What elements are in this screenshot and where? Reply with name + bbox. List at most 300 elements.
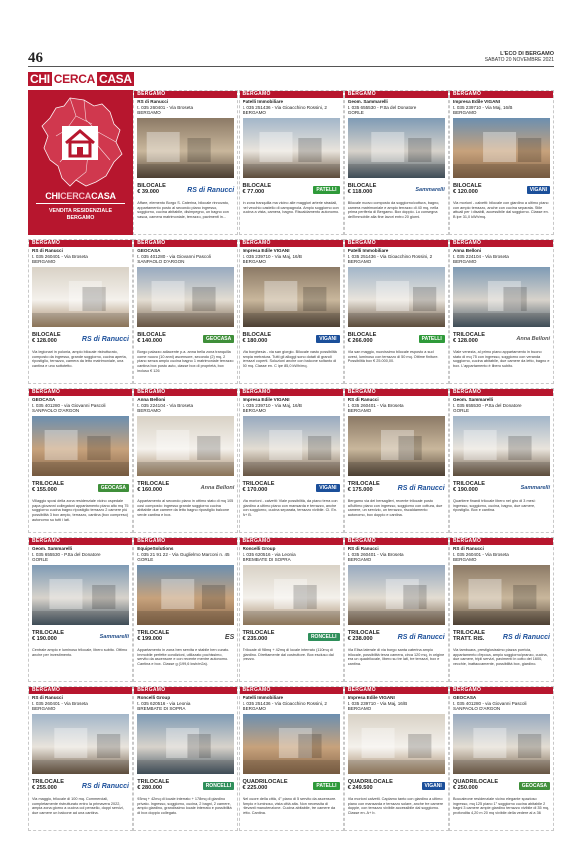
listing-card[interactable]: [239, 686, 344, 831]
agency-contact: t. 035 260401 - Via Broseta: [32, 253, 88, 259]
listing-region: BERGAMO: [240, 91, 343, 98]
listing-card[interactable]: [239, 90, 344, 235]
agency-contact: t. 035 260401 - Via Broseta: [137, 104, 194, 110]
photo-illustration: [137, 267, 234, 327]
listing-type-price: [243, 332, 295, 345]
agency-name: Patelli Immobiliare: [242, 99, 284, 104]
agency-logo-text: VIGANI: [527, 186, 550, 194]
listing-agency: [345, 396, 448, 414]
agency-name: RS di Ranucci: [453, 546, 484, 551]
listing-photo[interactable]: [453, 118, 550, 178]
agency-logo: [292, 630, 340, 644]
listing-region: BERGAMO: [450, 389, 553, 396]
agency-place: BERGAMO: [242, 408, 266, 414]
photo-illustration: [348, 416, 445, 476]
listing-agency: [240, 545, 343, 563]
listing-agency: [240, 247, 343, 265]
listing-type-price: [137, 630, 189, 643]
agency-contact: t. 035 239710 - Via Maj, 16/B: [242, 253, 302, 259]
listing-price: € 128.000: [453, 338, 478, 345]
listing-type: TRILOCALE: [242, 481, 275, 487]
listing-description: Via morioni - calvetti: bilocale con giardino a ultimo piano con ampio terrazzo, anche con cucina separata. Stile attuali per i disabili, accessibile dal soggiorno. Classe en. B ipe 31,0 kWh/mq.: [453, 201, 549, 220]
listing-description: Via legionari in polonia, ampio bilocale ristrutturato, composto da ingresso, grande soggiorno, cucina aperta, ripostiglio, terrazzo, camera da letto matrimoniale, una cantina e uno sottotetto.: [32, 350, 127, 369]
listing-region: BERGAMO: [450, 91, 553, 98]
listing-type: TRILOCALE: [32, 481, 65, 487]
listing-card[interactable]: [133, 388, 238, 533]
listing-type: TRILOCALE: [137, 779, 170, 785]
listing-description: Villaggio sposi della zona residenziale vicino ospedale papa giovanni collegatoni appartamento piano alto mq 75 soggiorno cucina bagno ripostiglio terrazzo 2 camere più possibilità 3 box ampio, terrazzo, cantina (box compreso) autonomo su tutti i lati.: [32, 499, 129, 522]
agency-logo: [186, 481, 234, 495]
section-heading: [28, 72, 148, 87]
listing-type-price: [32, 630, 84, 643]
listing-agency: [450, 247, 553, 265]
photo-illustration: [137, 714, 234, 774]
listing-type-price: [453, 779, 505, 792]
listing-type-price: [348, 779, 400, 792]
agency-place: GORLE: [137, 557, 154, 563]
listing-price: € 175.000: [347, 487, 373, 494]
agency-place: BERGAMO: [347, 557, 372, 563]
agency-logo-text: VIGANI: [316, 335, 339, 343]
listing-card[interactable]: [344, 537, 449, 682]
agency-logo-text: Sammarelli: [415, 187, 445, 193]
listing-region: BERGAMO: [29, 240, 132, 247]
agency-place: BERGAMO: [32, 706, 56, 712]
listing-region: BERGAMO: [345, 91, 448, 98]
listing-description: Quartiere finardi trilocale libero nel giro di 3 mesi: ingresso, soggiorno, cucina, bagno, due camere, ripostiglio. Box e cantina.: [453, 499, 536, 513]
publication-info: [485, 51, 554, 63]
listing-photo[interactable]: [348, 714, 445, 774]
feature-title-casa: CASA: [91, 191, 116, 201]
listing-photo[interactable]: [243, 118, 340, 178]
agency-name: Geom. Sammarelli: [453, 397, 494, 402]
feature-title: [28, 191, 133, 201]
listing-type-price: [137, 183, 189, 196]
listing-region: BERGAMO: [450, 240, 553, 247]
agency-logo-text: RS di Ranucci: [81, 782, 129, 790]
agency-logo: [186, 183, 234, 197]
agency-contact: t. 035 21 91 22 - Via Guglielmo Marconi n. 45: [137, 551, 230, 557]
agency-name: RS di Ranucci: [137, 99, 169, 104]
listing-photo[interactable]: [348, 416, 445, 476]
agency-place: GORLE: [453, 408, 470, 414]
photo-illustration: [32, 565, 129, 625]
listing-region: BERGAMO: [29, 538, 132, 545]
agency-place: BERGAMO: [242, 110, 266, 116]
listing-region: BERGAMO: [240, 687, 343, 694]
listing-card[interactable]: [28, 686, 133, 831]
agency-logo: [81, 332, 129, 346]
listing-type: BILOCALE: [137, 332, 166, 338]
listing-region: BERGAMO: [134, 538, 237, 545]
listing-type-price: [348, 183, 400, 196]
agency-logo: [292, 481, 340, 495]
listing-price: € 120.000: [453, 189, 478, 196]
photo-illustration: [348, 714, 445, 774]
listing-photo[interactable]: [32, 267, 129, 327]
agency-contact: t. 035 239710 - Via Maj, 16/B: [453, 104, 513, 110]
agency-contact: t. 035 224104 - Via Broseta: [137, 402, 194, 408]
listing-type-price: [348, 332, 400, 345]
listing-agency: [450, 98, 553, 116]
listing-photo[interactable]: [243, 267, 340, 327]
listing-price: € 155.000: [32, 487, 57, 494]
listing-agency: [29, 545, 132, 563]
listing-type: TRILOCALE: [32, 779, 65, 785]
listing-agency: [345, 545, 448, 563]
listing-type: TRILOCALE: [137, 481, 170, 487]
listing-card[interactable]: [344, 686, 449, 831]
listing-type-price: [453, 481, 505, 494]
agency-name: GEOCASA: [32, 397, 56, 402]
listing-card[interactable]: [449, 239, 554, 384]
listing-description: Via Elisa laterale di via borgo santa caterina ampio trilocale, possibilità terza camera, circa 120 mq, in origine era un quadrilocale, libero su tre lati, tre terrazzi, box e cantina.: [347, 648, 445, 667]
listing-type: BILOCALE: [242, 183, 272, 189]
agency-logo: [397, 779, 445, 793]
photo-illustration: [243, 118, 340, 178]
agency-logo-text: RS di Ranucci: [502, 633, 550, 641]
listing-price: € 160.000: [137, 487, 163, 494]
agency-contact: t. 035 655530 - P.tta del Donatore: [32, 551, 101, 557]
agency-logo-text: PATELLI: [419, 335, 445, 343]
listings-grid: [28, 90, 554, 835]
listing-photo[interactable]: [137, 267, 234, 327]
listing-agency: [29, 694, 132, 712]
photo-illustration: [453, 416, 550, 476]
listing-agency: [29, 396, 132, 414]
agency-logo-text: GEOCASA: [98, 484, 129, 492]
listing-description: Via borghesia - via san giorgio. Bilocale vasto possibilità ampia metratura. Tutti gli alloggi sono dotati di grandi terrazzi coperti. Soluzioni anche con balcone soltanto di 50 mq. Classe en. C ipe 85,0 kWh/mq.: [242, 350, 337, 369]
listing-description: Bergamo via dei bersaglieri, recente trilocale posto all'ultimo piano con ingresso, soggiorno con cottura, due camere, un servizio, un terrazzo, riscaldamento autonomo, box doppio e cantina.: [347, 499, 443, 518]
listing-photo[interactable]: [348, 565, 445, 625]
listing-card[interactable]: [449, 388, 554, 533]
agency-place: SANPAOLO D'ARGON: [137, 259, 185, 265]
listing-region: BERGAMO: [240, 538, 343, 545]
agency-logo-text: RONCELLI: [203, 782, 235, 790]
agency-logo-text: Sammarelli: [520, 485, 550, 491]
agency-place: BERGAMO: [242, 706, 266, 712]
agency-contact: t. 035 260401 - Via Broseta: [347, 551, 404, 557]
agency-logo-text: GEOCASA: [203, 335, 234, 343]
agency-name: EquipeSolutions: [137, 546, 174, 551]
listing-price: € 225.000: [242, 785, 268, 792]
agency-contact: t. 035 620516 - via Leonia: [242, 551, 296, 557]
listing-region: BERGAMO: [450, 538, 553, 545]
listing-card[interactable]: [344, 90, 449, 235]
listing-type: TRILOCALE: [347, 630, 380, 636]
agency-name: Anna Belloni: [453, 248, 482, 253]
agency-logo-text: RONCELLI: [308, 633, 340, 641]
photo-illustration: [453, 118, 550, 178]
agency-logo: [186, 332, 234, 346]
agency-logo: [81, 630, 129, 644]
agency-logo-text: Sammarelli: [99, 634, 129, 640]
agency-contact: t. 035 224104 - Via Broseta: [453, 253, 509, 259]
section-heading-chi: CHI: [30, 72, 50, 86]
agency-name: Geom. Sammarelli: [32, 546, 73, 551]
listing-photo[interactable]: [32, 714, 129, 774]
listing-description: 93mq + 42mq di locale interrato + 178mq di giardino privato. Ingresso, soggiorno, cucina, 2 bagni, 2 camere, ampio giardino, grandissimo locale interrato e possibilità di box doppio collegato.: [137, 797, 232, 816]
agency-logo-text: Anna Belloni: [200, 485, 235, 491]
listing-card[interactable]: [449, 537, 554, 682]
listing-region: BERGAMO: [134, 240, 237, 247]
listing-photo[interactable]: [32, 565, 129, 625]
agency-contact: t. 035 260401 - Via Broseta: [453, 551, 509, 557]
agency-contact: t. 035 260401 - Via Broseta: [347, 402, 404, 408]
listing-price: € 77.000: [242, 189, 265, 196]
listing-photo[interactable]: [137, 714, 234, 774]
listing-description: Borgo palazzo adiacente p.a. anna bella zona tranquilla come nuovo (10 anni) ascensore, secondo (2) mq, 2 piano senza ampio cucina bagno 1 matrimoniale terrazzo cantina box posto auto, classe box di proprietà, box incluso € 126: [137, 350, 234, 373]
listing-region: BERGAMO: [240, 240, 343, 247]
listing-type: TRILOCALE: [453, 481, 486, 487]
agency-place: GORLE: [347, 110, 364, 116]
agency-logo: [397, 183, 445, 197]
listing-region: BERGAMO: [345, 538, 448, 545]
photo-illustration: [137, 565, 234, 625]
listing-description: Boccaleone residenziale vicino elegante spazioso ingresso, mq 125 piano 1° soggiorno cucina abitabile 2 bagni 3 camere ampie giardino terrazzo vivibile di 35 mq, profondita 4,20 m 20 mq vivibile della vedere al a 36: [453, 797, 550, 816]
listing-description: Via tambuara, prestigiosissimo piazza porricia, appartamento d'epoca, ampio soggiorno/pranzo, cucina, due camere, tripli servizi, pavimenti in cotto del 1600, vecchie, inattaccamente, possibilità box, giardino.: [453, 648, 548, 667]
listing-description: Centrale ampio e luminoso trilocale, libero subito. Ottimo anche per investimento.: [32, 648, 128, 657]
listing-price: € 180.000: [242, 338, 268, 345]
listing-agency: [240, 396, 343, 414]
photo-illustration: [137, 118, 234, 178]
listing-price: € 235.000: [242, 636, 268, 643]
agency-logo-text: VIGANI: [422, 782, 445, 790]
listing-card[interactable]: [344, 239, 449, 384]
listing-card[interactable]: [133, 239, 238, 384]
listing-type-price: [348, 481, 400, 494]
listing-type-price: [453, 183, 505, 196]
listing-photo[interactable]: [137, 118, 234, 178]
listing-region: BERGAMO: [345, 240, 448, 247]
listing-price: € 190.000: [32, 636, 57, 643]
agency-name: Impresa Edile VIGANI: [347, 695, 395, 700]
agency-place: SANPAOLO D'ARGON: [32, 408, 80, 414]
photo-illustration: [137, 416, 234, 476]
listing-photo[interactable]: [453, 565, 550, 625]
listing-agency: [345, 247, 448, 265]
listing-card[interactable]: [28, 537, 133, 682]
agency-contact: t. 035 620516 - via Leonia: [137, 700, 191, 706]
listing-price: TRATT. RIS.: [453, 636, 485, 643]
listing-price: € 140.000: [137, 338, 163, 345]
listing-agency: [134, 694, 237, 712]
top-rule: [28, 66, 554, 67]
feature-divider: [36, 203, 125, 204]
photo-illustration: [243, 565, 340, 625]
listing-price: € 199.000: [137, 636, 163, 643]
listing-type: BILOCALE: [137, 183, 166, 189]
bergamo-province-map: [36, 96, 124, 188]
agency-place: BERGAMO: [347, 408, 372, 414]
agency-logo-text: VIGANI: [316, 484, 339, 492]
agency-place: BERGAMO: [453, 259, 477, 265]
agency-logo-text: PATELLI: [313, 782, 339, 790]
agency-logo: [292, 332, 340, 346]
listing-price: € 255.000: [32, 785, 57, 792]
listing-card[interactable]: [449, 686, 554, 831]
listing-price: € 190.000: [453, 487, 478, 494]
listing-photo[interactable]: [453, 267, 550, 327]
agency-contact: t. 035 655530 - P.tta del Donatore: [347, 104, 417, 110]
feature-title-cerca: CERCA: [60, 191, 92, 201]
listing-type-price: [243, 481, 295, 494]
listing-type: TRILOCALE: [242, 630, 275, 636]
listing-type: TRILOCALE: [347, 481, 380, 487]
agency-place: BERGAMO: [453, 110, 477, 116]
listing-photo[interactable]: [348, 267, 445, 327]
feature-title-chi: CHI: [45, 191, 61, 201]
listing-photo[interactable]: [243, 714, 340, 774]
listing-card[interactable]: [239, 239, 344, 384]
photo-illustration: [453, 714, 550, 774]
agency-contact: t. 035 251436 - Via Gioacchino Rossini, 2: [242, 700, 327, 706]
listing-card[interactable]: [28, 388, 133, 533]
photo-illustration: [32, 267, 129, 327]
photo-illustration: [348, 565, 445, 625]
agency-contact: t. 035 251436 - Via Gioacchino Rossini, 2: [347, 253, 433, 259]
listing-description: Via san maggio, nuovissimo bilocale esposto a sud ovest, luminoso con terrazzo di 50 mq. Ottime finiture. Possibilità box € 25.000,00.: [347, 350, 439, 364]
listing-price: € 266.000: [347, 338, 373, 345]
listing-card[interactable]: [133, 686, 238, 831]
listing-region: BERGAMO: [450, 687, 553, 694]
photo-illustration: [243, 714, 340, 774]
listing-agency: [345, 694, 448, 712]
listing-region: BERGAMO: [134, 91, 237, 98]
agency-contact: t. 035 401280 - via Giovanni Pascoli: [453, 700, 527, 706]
listing-type: QUADRILOCALE: [242, 779, 288, 785]
photo-illustration: [32, 714, 129, 774]
listing-photo[interactable]: [453, 416, 550, 476]
listing-card[interactable]: [133, 537, 238, 682]
agency-logo-text: RS di Ranucci: [397, 633, 445, 641]
agency-logo: [292, 779, 340, 793]
feature-subtitle: [28, 208, 133, 222]
agency-place: BERGAMO: [347, 706, 372, 712]
agency-name: Roncelli Group: [137, 695, 171, 700]
listing-photo[interactable]: [348, 118, 445, 178]
listing-type: TRILOCALE: [453, 332, 486, 338]
agency-logo-text: RS di Ranucci: [81, 335, 129, 343]
listing-price: € 249.500: [347, 785, 373, 792]
listing-type: BILOCALE: [347, 332, 377, 338]
listing-type: QUADRILOCALE: [347, 779, 393, 785]
listing-type-price: [243, 183, 295, 196]
agency-logo: [502, 332, 550, 346]
listing-type: BILOCALE: [347, 183, 377, 189]
listing-photo[interactable]: [137, 416, 234, 476]
agency-contact: t. 035 251436 - Via Gioacchino Rossini, 2: [242, 104, 327, 110]
agency-place: BREMBATE DI SOPRA: [242, 557, 291, 563]
listing-price: € 238.000: [347, 636, 373, 643]
listing-price: € 170.000: [242, 487, 268, 494]
listing-card[interactable]: [239, 388, 344, 533]
agency-name: GEOCASA: [137, 248, 161, 253]
listing-description: Bilocale nuovo composto da soggiorno/cottura, bagno, camera matrimoniale e ampio terrazzo di 40 mq, nella prima periferia di Bergamo. Box doppio. Lo consegna dell'immobile alla fine lavori entro 20 giorni.: [347, 201, 440, 220]
agency-place: BERGAMO: [32, 259, 56, 265]
section-heading-cerca: CERCA: [53, 72, 95, 86]
agency-logo: [186, 630, 234, 644]
listing-photo[interactable]: [243, 565, 340, 625]
listing-description: Appartamento al secondo piano in ottimo stato di mq 105 così composto: ingresso grande soggiorno cucina abitabile due camere da letto bagno ripostiglio balcone verde cantina e box.: [137, 499, 234, 518]
listing-type-price: [453, 332, 505, 345]
listing-photo[interactable]: [32, 416, 129, 476]
publication-name: L'ECO DI BERGAMO: [500, 51, 554, 57]
listing-description: Nel cuore della città, 4° piano di 5 servito da ascensore. Ampio e luminoso, vista città alta. Non necessita di rilevanti manutenzione. Cucina abitabile, tre camere da letto. Cantina.: [242, 797, 337, 816]
listing-price: € 280.000: [137, 785, 163, 792]
listing-type-price: [453, 630, 505, 643]
listing-description: Viale venezia, al primo piano appartamento in buono stato di mq 75 con ingresso, soggiorno con veranda soggiorno, cucina abitabile, due camere da letto, bagno e box. L'appartamento è libero subito.: [453, 350, 550, 369]
agency-logo-text: RS di Ranucci: [187, 186, 235, 194]
listing-description: Via morioni calvetti. Capiamo tanto con giardino a ultimo piano con mansarda e terrazzo solare, anche tre camere doppie, con terrazzo vivibile accessibile dal soggiorno. Classe en. A+ b.: [347, 797, 444, 816]
listing-description: In zona tranquilla ma vicino alle maggiori arterie stradali, nel vecchio castello di campagnola. Ampio soggiorno con cucina a vista, camera, bagno. Riscaldamento autonomo.: [242, 201, 340, 215]
agency-name: Patelli Immobiliare: [242, 695, 284, 700]
listing-description: Via morioni - calvetti: Viale possibilità, da piano terra con giardino a ultimo piano con mansarda e terrazzo, anche con soggiorno, cucina separata, terrazzo vivibile. Cl. En. A+ B.: [242, 499, 338, 518]
feature-subtitle-line-2: BERGAMO: [66, 215, 95, 221]
photo-illustration: [243, 416, 340, 476]
agency-logo: [397, 481, 445, 495]
listing-type: TRILOCALE: [453, 630, 486, 636]
agency-logo: [397, 332, 445, 346]
listing-agency: [29, 247, 132, 265]
listing-type-price: [32, 481, 84, 494]
agency-logo: [502, 779, 550, 793]
listing-agency: [450, 694, 553, 712]
agency-place: BERGAMO: [453, 557, 477, 563]
listing-type-price: [137, 332, 189, 345]
agency-name: RS di Ranucci: [32, 248, 63, 253]
agency-name: RS di Ranucci: [347, 546, 379, 551]
agency-logo: [292, 183, 340, 197]
listing-photo[interactable]: [137, 565, 234, 625]
photo-illustration: [348, 118, 445, 178]
listing-card[interactable]: [239, 537, 344, 682]
listing-card[interactable]: [28, 239, 133, 384]
agency-contact: t. 035 401280 - via Giovanni Pascoli: [32, 402, 106, 408]
photo-illustration: [32, 416, 129, 476]
listing-type: BILOCALE: [32, 332, 61, 338]
listing-region: BERGAMO: [345, 389, 448, 396]
agency-logo: [81, 481, 129, 495]
photo-illustration: [348, 267, 445, 327]
agency-name: Geom. Sammarelli: [347, 99, 388, 104]
listing-photo[interactable]: [243, 416, 340, 476]
agency-logo: [397, 630, 445, 644]
listing-photo[interactable]: [453, 714, 550, 774]
listing-region: BERGAMO: [134, 389, 237, 396]
agency-name: GEOCASA: [453, 695, 477, 700]
listing-region: BERGAMO: [134, 687, 237, 694]
listing-card[interactable]: [344, 388, 449, 533]
listing-region: BERGAMO: [29, 389, 132, 396]
agency-name: Impresa Edile VIGANI: [242, 397, 290, 402]
listing-card[interactable]: [449, 90, 554, 235]
agency-name: Patelli Immobiliare: [347, 248, 389, 253]
listing-agency: [240, 98, 343, 116]
agency-logo: [502, 630, 550, 644]
listing-price: € 39.000: [137, 189, 160, 196]
agency-logo: [502, 183, 550, 197]
agency-logo-text: GEOCASA: [519, 782, 550, 790]
listing-type: QUADRILOCALE: [453, 779, 499, 785]
feature-panel: [28, 90, 133, 235]
agency-contact: t. 035 239710 - Via Maj, 16/B: [242, 402, 302, 408]
listing-type-price: [32, 332, 84, 345]
listing-description: Trilocale di 98mq + 42mq di locale interrato (110mq di giardino. Direttamente dal costruttore. Box escluso dal prezzo.: [242, 648, 334, 662]
listing-card[interactable]: [133, 90, 238, 235]
photo-illustration: [243, 267, 340, 327]
listing-type: TRILOCALE: [32, 630, 65, 636]
